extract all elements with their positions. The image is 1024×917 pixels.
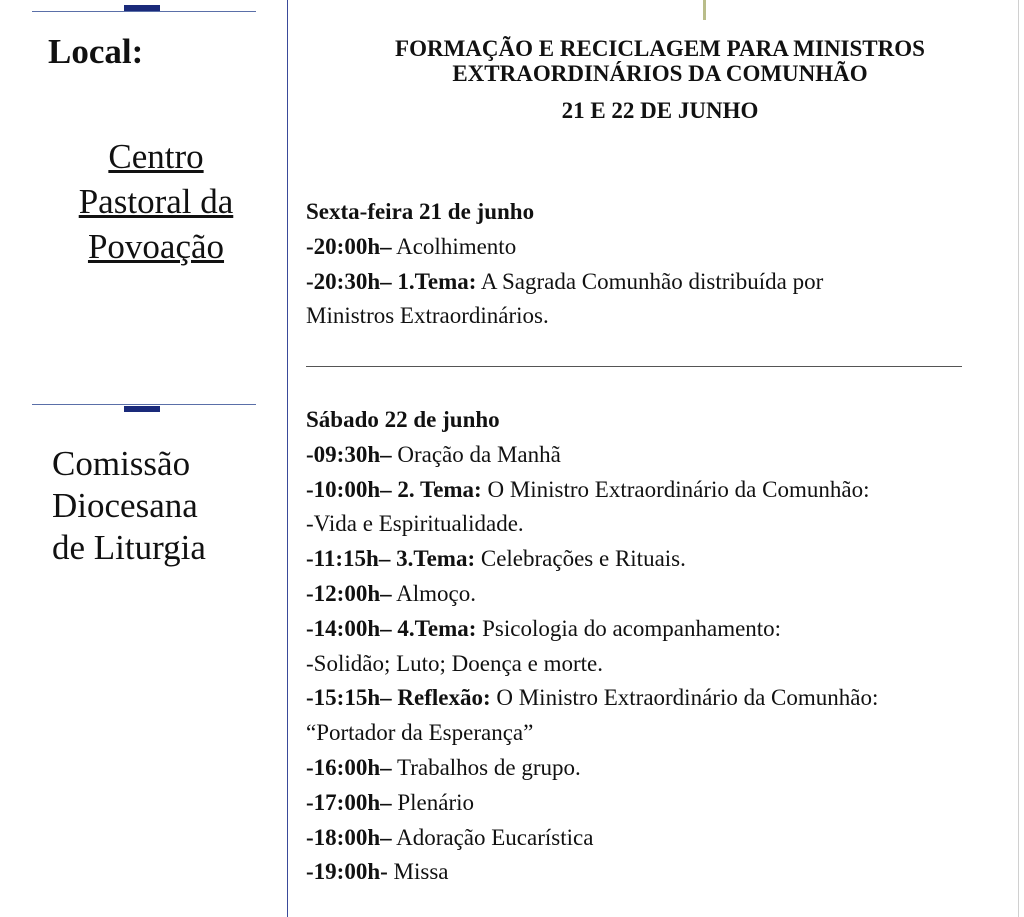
schedule-item bbox=[306, 230, 823, 265]
schedule-item bbox=[306, 612, 878, 647]
item-time: -10:00h– bbox=[306, 476, 392, 502]
item-label: 1.Tema: bbox=[391, 268, 477, 294]
item-text: Adoração Eucarística bbox=[391, 824, 594, 850]
event-title-line: EXTRAORDINÁRIOS DA COMUNHÃO bbox=[452, 61, 868, 86]
event-title-line: FORMAÇÃO E RECICLAGEM PARA MINISTROS bbox=[395, 36, 925, 61]
venue-line: Povoação bbox=[87, 227, 225, 266]
schedule-item bbox=[306, 786, 878, 821]
friday-schedule bbox=[306, 195, 823, 334]
section-divider bbox=[306, 366, 962, 367]
item-label: 4.Tema: bbox=[391, 615, 477, 641]
item-time: -20:30h– bbox=[306, 268, 392, 294]
item-text: Plenário bbox=[391, 789, 475, 815]
item-time: -12:00h– bbox=[306, 580, 392, 606]
saturday-schedule bbox=[306, 403, 878, 890]
item-text: O Ministro Extraordinário da Comunhão: bbox=[481, 476, 870, 502]
item-time: -19:00h- bbox=[306, 859, 388, 885]
item-text: Missa bbox=[387, 859, 449, 885]
schedule-item bbox=[306, 751, 878, 786]
organizer-line: Diocesana bbox=[52, 486, 198, 525]
schedule-item bbox=[306, 438, 878, 473]
item-text: A Sagrada Comunhão distribuída por bbox=[476, 268, 824, 294]
item-time: -15:15h– bbox=[306, 685, 392, 711]
right-edge-line bbox=[1018, 0, 1019, 917]
item-label: 2. Tema: bbox=[391, 476, 482, 502]
sidebar-middle-rule bbox=[32, 404, 256, 405]
item-time: -16:00h– bbox=[306, 754, 392, 780]
schedule-continuation: -Vida e Espiritualidade. bbox=[306, 511, 524, 537]
day-heading: Sábado 22 de junho bbox=[306, 407, 500, 432]
item-time: -17:00h– bbox=[306, 789, 392, 815]
event-dates: 21 E 22 DE JUNHO bbox=[561, 98, 759, 123]
item-text: Oração da Manhã bbox=[391, 441, 561, 467]
organizer-line: de Liturgia bbox=[52, 528, 206, 567]
organizer-name bbox=[52, 443, 206, 569]
item-text: Celebrações e Rituais. bbox=[475, 546, 686, 572]
item-text: Almoço. bbox=[391, 580, 476, 606]
column-divider bbox=[287, 0, 288, 917]
item-time: -20:00h– bbox=[306, 233, 392, 259]
event-title bbox=[300, 36, 1020, 86]
item-text: O Ministro Extraordinário da Comunhão: bbox=[490, 685, 879, 711]
item-text: Acolhimento bbox=[391, 233, 517, 259]
item-text: Trabalhos de grupo. bbox=[391, 754, 581, 780]
day-heading: Sexta-feira 21 de junho bbox=[306, 199, 535, 224]
schedule-continuation: -Solidão; Luto; Doença e morte. bbox=[306, 650, 604, 676]
item-time: -14:00h– bbox=[306, 615, 392, 641]
schedule-item bbox=[306, 821, 878, 856]
item-label: 3.Tema: bbox=[390, 546, 476, 572]
location-label: Local: bbox=[48, 32, 144, 71]
item-time: -09:30h– bbox=[306, 441, 392, 467]
schedule-item bbox=[306, 542, 878, 577]
schedule-item bbox=[306, 681, 878, 716]
schedule-item bbox=[306, 473, 878, 508]
schedule-continuation: Ministros Extraordinários. bbox=[306, 303, 549, 329]
schedule-item bbox=[306, 855, 878, 890]
venue-name bbox=[40, 134, 272, 269]
sidebar-top-rule bbox=[32, 11, 256, 12]
sidebar-top-rule-tab bbox=[124, 5, 160, 11]
item-time: -11:15h– bbox=[306, 546, 391, 572]
item-time: -18:00h– bbox=[306, 824, 392, 850]
organizer-line: Comissão bbox=[52, 444, 191, 483]
item-text: Psicologia do acompanhamento: bbox=[476, 615, 782, 641]
venue-line: Centro bbox=[108, 137, 204, 176]
schedule-item bbox=[306, 577, 878, 612]
sidebar-middle-rule-tab bbox=[124, 406, 160, 412]
item-label: Reflexão: bbox=[391, 685, 491, 711]
schedule-continuation: “Portador da Esperança” bbox=[306, 720, 534, 746]
schedule-item bbox=[306, 265, 823, 300]
venue-line: Pastoral da bbox=[78, 182, 234, 221]
top-accent-mark bbox=[703, 0, 706, 20]
